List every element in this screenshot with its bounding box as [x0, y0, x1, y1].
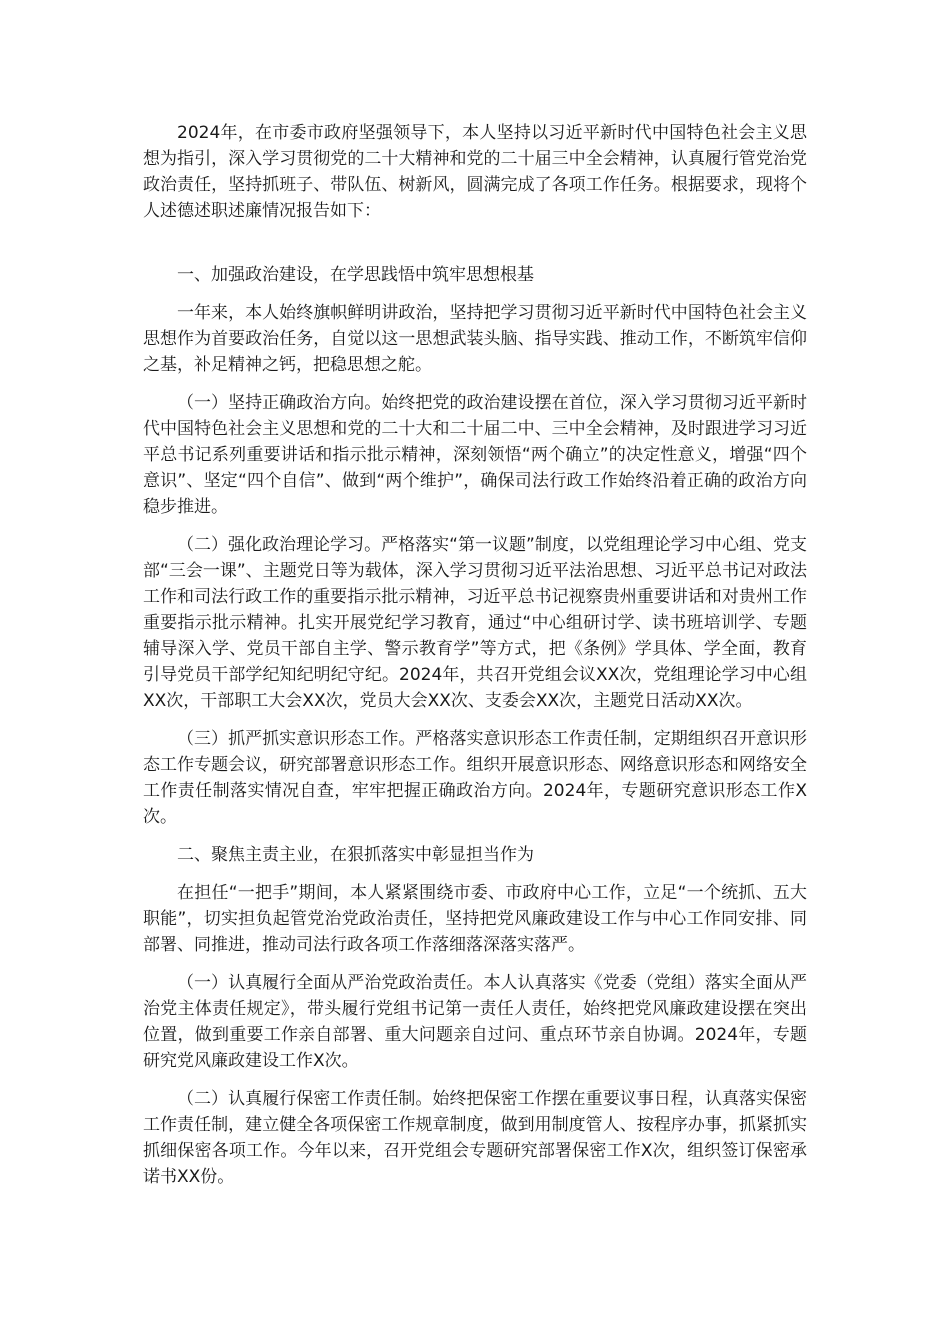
document-body	[143, 120, 807, 1202]
section-heading-1: 一、加强政治建设，在学思践悟中筑牢思想根基	[177, 265, 534, 285]
section-heading-2: 二、聚焦主责主业，在狠抓落实中彰显担当作为	[177, 845, 534, 865]
section-1-item-1-paragraph: （一）坚持正确政治方向。始终把党的政治建设摆在首位，深入学习贯彻习近平新时代中国特色社会主义思想和党的二十大和二十届二中、三中全会精神，及时跟进学习习近平总书记系列重要讲话和指示批示精神，深刻领悟“两个确立”的决定性意义，增强“四个意识”、坚定“四个自信”、做到“两个维护”，确保司法行政工作始终沿着正确的政治方向稳步推进。	[143, 393, 807, 517]
section-2-item-2-paragraph: （二）认真履行保密工作责任制。始终把保密工作摆在重要议事日程，认真落实保密工作责任制，建立健全各项保密工作规章制度，做到用制度管人、按程序办事，抓紧抓实抓细保密各项工作。今年以来，召开党组会专题研究部署保密工作X次，组织签订保密承诺书XX份。	[143, 1089, 807, 1187]
section-1-intro-paragraph: 一年来，本人始终旗帜鲜明讲政治，坚持把学习贯彻习近平新时代中国特色社会主义思想作为首要政治任务，自觉以这一思想武装头脑、指导实践、推动工作，不断筑牢信仰之基，补足精神之钙，把稳思想之舵。	[143, 303, 807, 375]
section-1-item-3-paragraph: （三）抓严抓实意识形态工作。严格落实意识形态工作责任制，定期组织召开意识形态工作专题会议，研究部署意识形态工作。组织开展意识形态、网络意识形态和网络安全工作责任制落实情况自查，牢牢把握正确政治方向。2024年，专题研究意识形态工作X次。	[143, 729, 807, 827]
section-2-item-1-paragraph: （一）认真履行全面从严治党政治责任。本人认真落实《党委（党组）落实全面从严治党主体责任规定》，带头履行党组书记第一责任人责任，始终把党风廉政建设摆在突出位置，做到重要工作亲自部署、重大问题亲自过问、重点环节亲自协调。2024年，专题研究党风廉政建设工作X次。	[143, 973, 807, 1071]
section-2-intro-paragraph: 在担任“一把手”期间，本人紧紧围绕市委、市政府中心工作，立足“一个统抓、五大职能”，切实担负起管党治党政治责任，坚持把党风廉政建设工作与中心工作同安排、同部署、同推进，推动司法行政各项工作落细落深落实落严。	[143, 883, 807, 955]
section-1-item-2-paragraph: （二）强化政治理论学习。严格落实“第一议题”制度，以党组理论学习中心组、党支部“三会一课”、主题党日等为载体，深入学习贯彻习近平法治思想、习近平总书记对政法工作和司法行政工作的重要指示批示精神，习近平总书记视察贵州重要讲话和对贵州工作重要指示批示精神。扎实开展党纪学习教育，通过“中心组研讨学、读书班培训学、专题辅导深入学、党员干部自主学、警示教育学”等方式，把《条例》学具体、学全面，教育引导党员干部学纪知纪明纪守纪。2024年，共召开党组会议XX次，党组理论学习中心组XX次，干部职工大会XX次，党员大会XX次、支委会XX次，主题党日活动XX次。	[143, 535, 807, 711]
intro-paragraph: 2024年，在市委市政府坚强领导下，本人坚持以习近平新时代中国特色社会主义思想为指引，深入学习贯彻党的二十大精神和党的二十届三中全会精神，认真履行管党治党政治责任，坚持抓班子、带队伍、树新风，圆满完成了各项工作任务。根据要求，现将个人述德述职述廉情况报告如下：	[143, 123, 807, 221]
